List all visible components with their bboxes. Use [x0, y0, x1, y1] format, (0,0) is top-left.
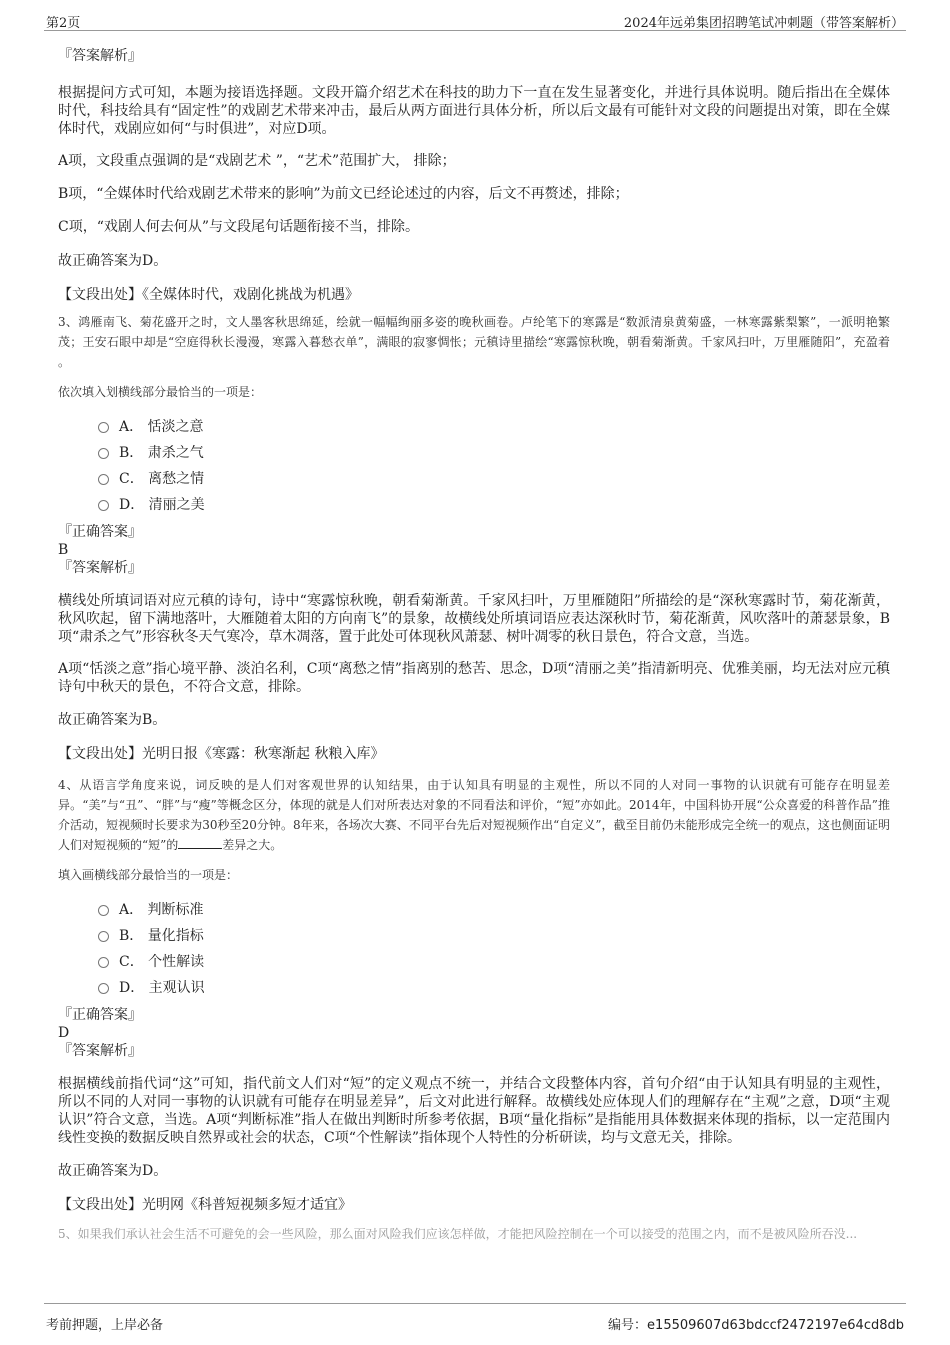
analysis-option-a: A项，文段重点强调的是“戏剧艺术 ”，“艺术”范围扩大， 排除；: [58, 153, 456, 169]
answer-label: 『正确答案』: [58, 1007, 142, 1023]
analysis-label: 『答案解析』: [58, 560, 142, 576]
document-id: 编号：e15509607d63bdccf2472197e64cd8db: [608, 1318, 904, 1333]
conclusion: 故正确答案为D。: [58, 253, 168, 269]
radio-icon[interactable]: [98, 957, 109, 968]
radio-icon[interactable]: [98, 448, 109, 459]
page-number: 第2页: [46, 16, 81, 31]
question-3-options: [58, 414, 890, 518]
page-content: [58, 40, 890, 1295]
analysis-option-b: B项，“全媒体时代给戏剧艺术带来的影响”为前文已经论述过的内容，后文不再赘述，排除；: [58, 186, 629, 202]
page-header: [44, 10, 906, 31]
radio-icon[interactable]: [98, 983, 109, 994]
option-a[interactable]: A． 判断标准: [98, 897, 890, 923]
option-b[interactable]: B． 肃杀之气: [98, 440, 890, 466]
source: 【文段出处】光明日报《寒露：秋寒渐起 秋粮入库》: [58, 746, 385, 762]
footer-motto: 考前押题，上岸必备: [46, 1318, 164, 1333]
option-d[interactable]: D． 清丽之美: [98, 492, 890, 518]
option-b[interactable]: B． 量化指标: [98, 923, 890, 949]
question-3-stem: 3、鸿雁南飞、菊花盛开之时，文人墨客秋思绵延，绘就一幅幅绚丽多姿的晚秋画卷。卢纶笔下的寒露是“数派清泉黄菊盛，一林寒露紫梨繁”，一派明艳繁茂；王安石眼中却是“空庭得秋长漫漫，寒露入暮愁衣单”，满眼的寂寥惆怅；元稹诗里描绘“寒露惊秋晚，朝看菊渐黄。千家风扫叶，万里雁随阳”，充盈着 。: [58, 315, 890, 369]
radio-icon[interactable]: [98, 931, 109, 942]
source: 【文段出处】《全媒体时代，戏剧化挑战为机遇》: [58, 287, 359, 303]
answer-value: B: [58, 542, 69, 558]
question-4-stem: 4、从语言学角度来说，词反映的是人们对客观世界的认知结果，由于认知具有明显的主观性，所以不同的人对同一事物的认识就有可能存在明显差异。“美”与“丑”、“胖”与“瘦”等概念区分，体现的就是人们对所表达对象的不同看法和评价，“短”亦如此。2014年，中国科协开展“公众喜爱的科普作品”推介活动，短视频时长要求为30秒至20分钟。8年来，各场次大赛、不同平台先后对短视频作出“自定义”，截至目前仍未能形成完全统一的观点，这也侧面证明人们对短视频的“短”的 差异之大。: [58, 778, 890, 852]
radio-icon[interactable]: [98, 905, 109, 916]
option-d[interactable]: D． 主观认识: [98, 975, 890, 1001]
conclusion: 故正确答案为B。: [58, 712, 167, 728]
answer-value: D: [58, 1025, 70, 1041]
analysis-option-c: C项，“戏剧人何去何从”与文段尾句话题衔接不当，排除。: [58, 219, 420, 235]
question-4-prompt: 填入画横线部分最恰当的一项是：: [58, 868, 239, 882]
radio-icon[interactable]: [98, 474, 109, 485]
option-c[interactable]: C． 个性解读: [98, 949, 890, 975]
analysis-text: 横线处所填词语对应元稹的诗句，诗中“寒露惊秋晚，朝看菊渐黄。千家风扫叶，万里雁随阳”所描绘的是“深秋寒露时节，菊花渐黄，秋风吹起，留下满地落叶，大雁随着太阳的方向南飞”的景象，故横线处所填词语应表达深秋时节，菊花渐黄，风吹落叶的萧瑟景象，B项“肃杀之气”形容秋冬天气寒冷，草木凋落，置于此处可体现秋风萧瑟、树叶凋零的秋日景色，符合文意，当选。: [58, 593, 890, 645]
radio-icon[interactable]: [98, 422, 109, 433]
fill-blank: [178, 836, 222, 849]
option-a[interactable]: A． 恬淡之意: [98, 414, 890, 440]
radio-icon[interactable]: [98, 500, 109, 511]
question-3-prompt: 依次填入划横线部分最恰当的一项是：: [58, 385, 263, 399]
analysis-label: 『答案解析』: [58, 48, 142, 64]
next-question-partial: 5、如果我们承认社会生活不可避免的会一些风险，那么面对风险我们应该怎样做，才能把风险控制在一个可以接受的范围之内，而不是被风险所吞没...: [58, 1227, 858, 1241]
document-title: 2024年远弟集团招聘笔试冲刺题（带答案解析）: [623, 16, 904, 31]
analysis-text-2: A项“恬淡之意”指心境平静、淡泊名利，C项“离愁之情”指离别的愁苦、思念，D项“清丽之美”指清新明亮、优雅美丽，均无法对应元稹诗句中秋天的景色，不符合文意，排除。: [58, 661, 890, 695]
analysis-text: 根据提问方式可知，本题为接语选择题。文段开篇介绍艺术在科技的助力下一直在发生显著变化，并进行具体说明。随后指出在全媒体时代，科技给具有“固定性”的戏剧艺术带来冲击，最后从两方面进行具体分析，所以后文最有可能针对文段的问题提出对策，即在全媒体时代，戏剧应如何“与时俱进”，对应D项。: [58, 85, 890, 137]
page-footer: [44, 1303, 906, 1334]
conclusion: 故正确答案为D。: [58, 1163, 168, 1179]
analysis-text: 根据横线前指代词“这”可知，指代前文人们对“短”的定义观点不统一，并结合文段整体内容，首句介绍“由于认知具有明显的主观性，所以不同的人对同一事物的认识就有可能存在明显差异”，后文对此进行解释。故横线处应体现人们的理解存在“主观”之意，D项“主观认识”符合文意，当选。A项“判断标准”指人在做出判断时所参考依据，B项“量化指标”是指能用具体数据来体现的指标，以一定范围内线性变换的数据反映自然界或社会的状态，C项“个性解读”指体现个人特性的分析研读，均与文意无关，排除。: [58, 1076, 890, 1146]
question-4-options: [58, 897, 890, 1001]
source: 【文段出处】光明网《科普短视频多短才适宜》: [58, 1197, 352, 1213]
answer-label: 『正确答案』: [58, 524, 142, 540]
analysis-label: 『答案解析』: [58, 1043, 142, 1059]
option-c[interactable]: C． 离愁之情: [98, 466, 890, 492]
